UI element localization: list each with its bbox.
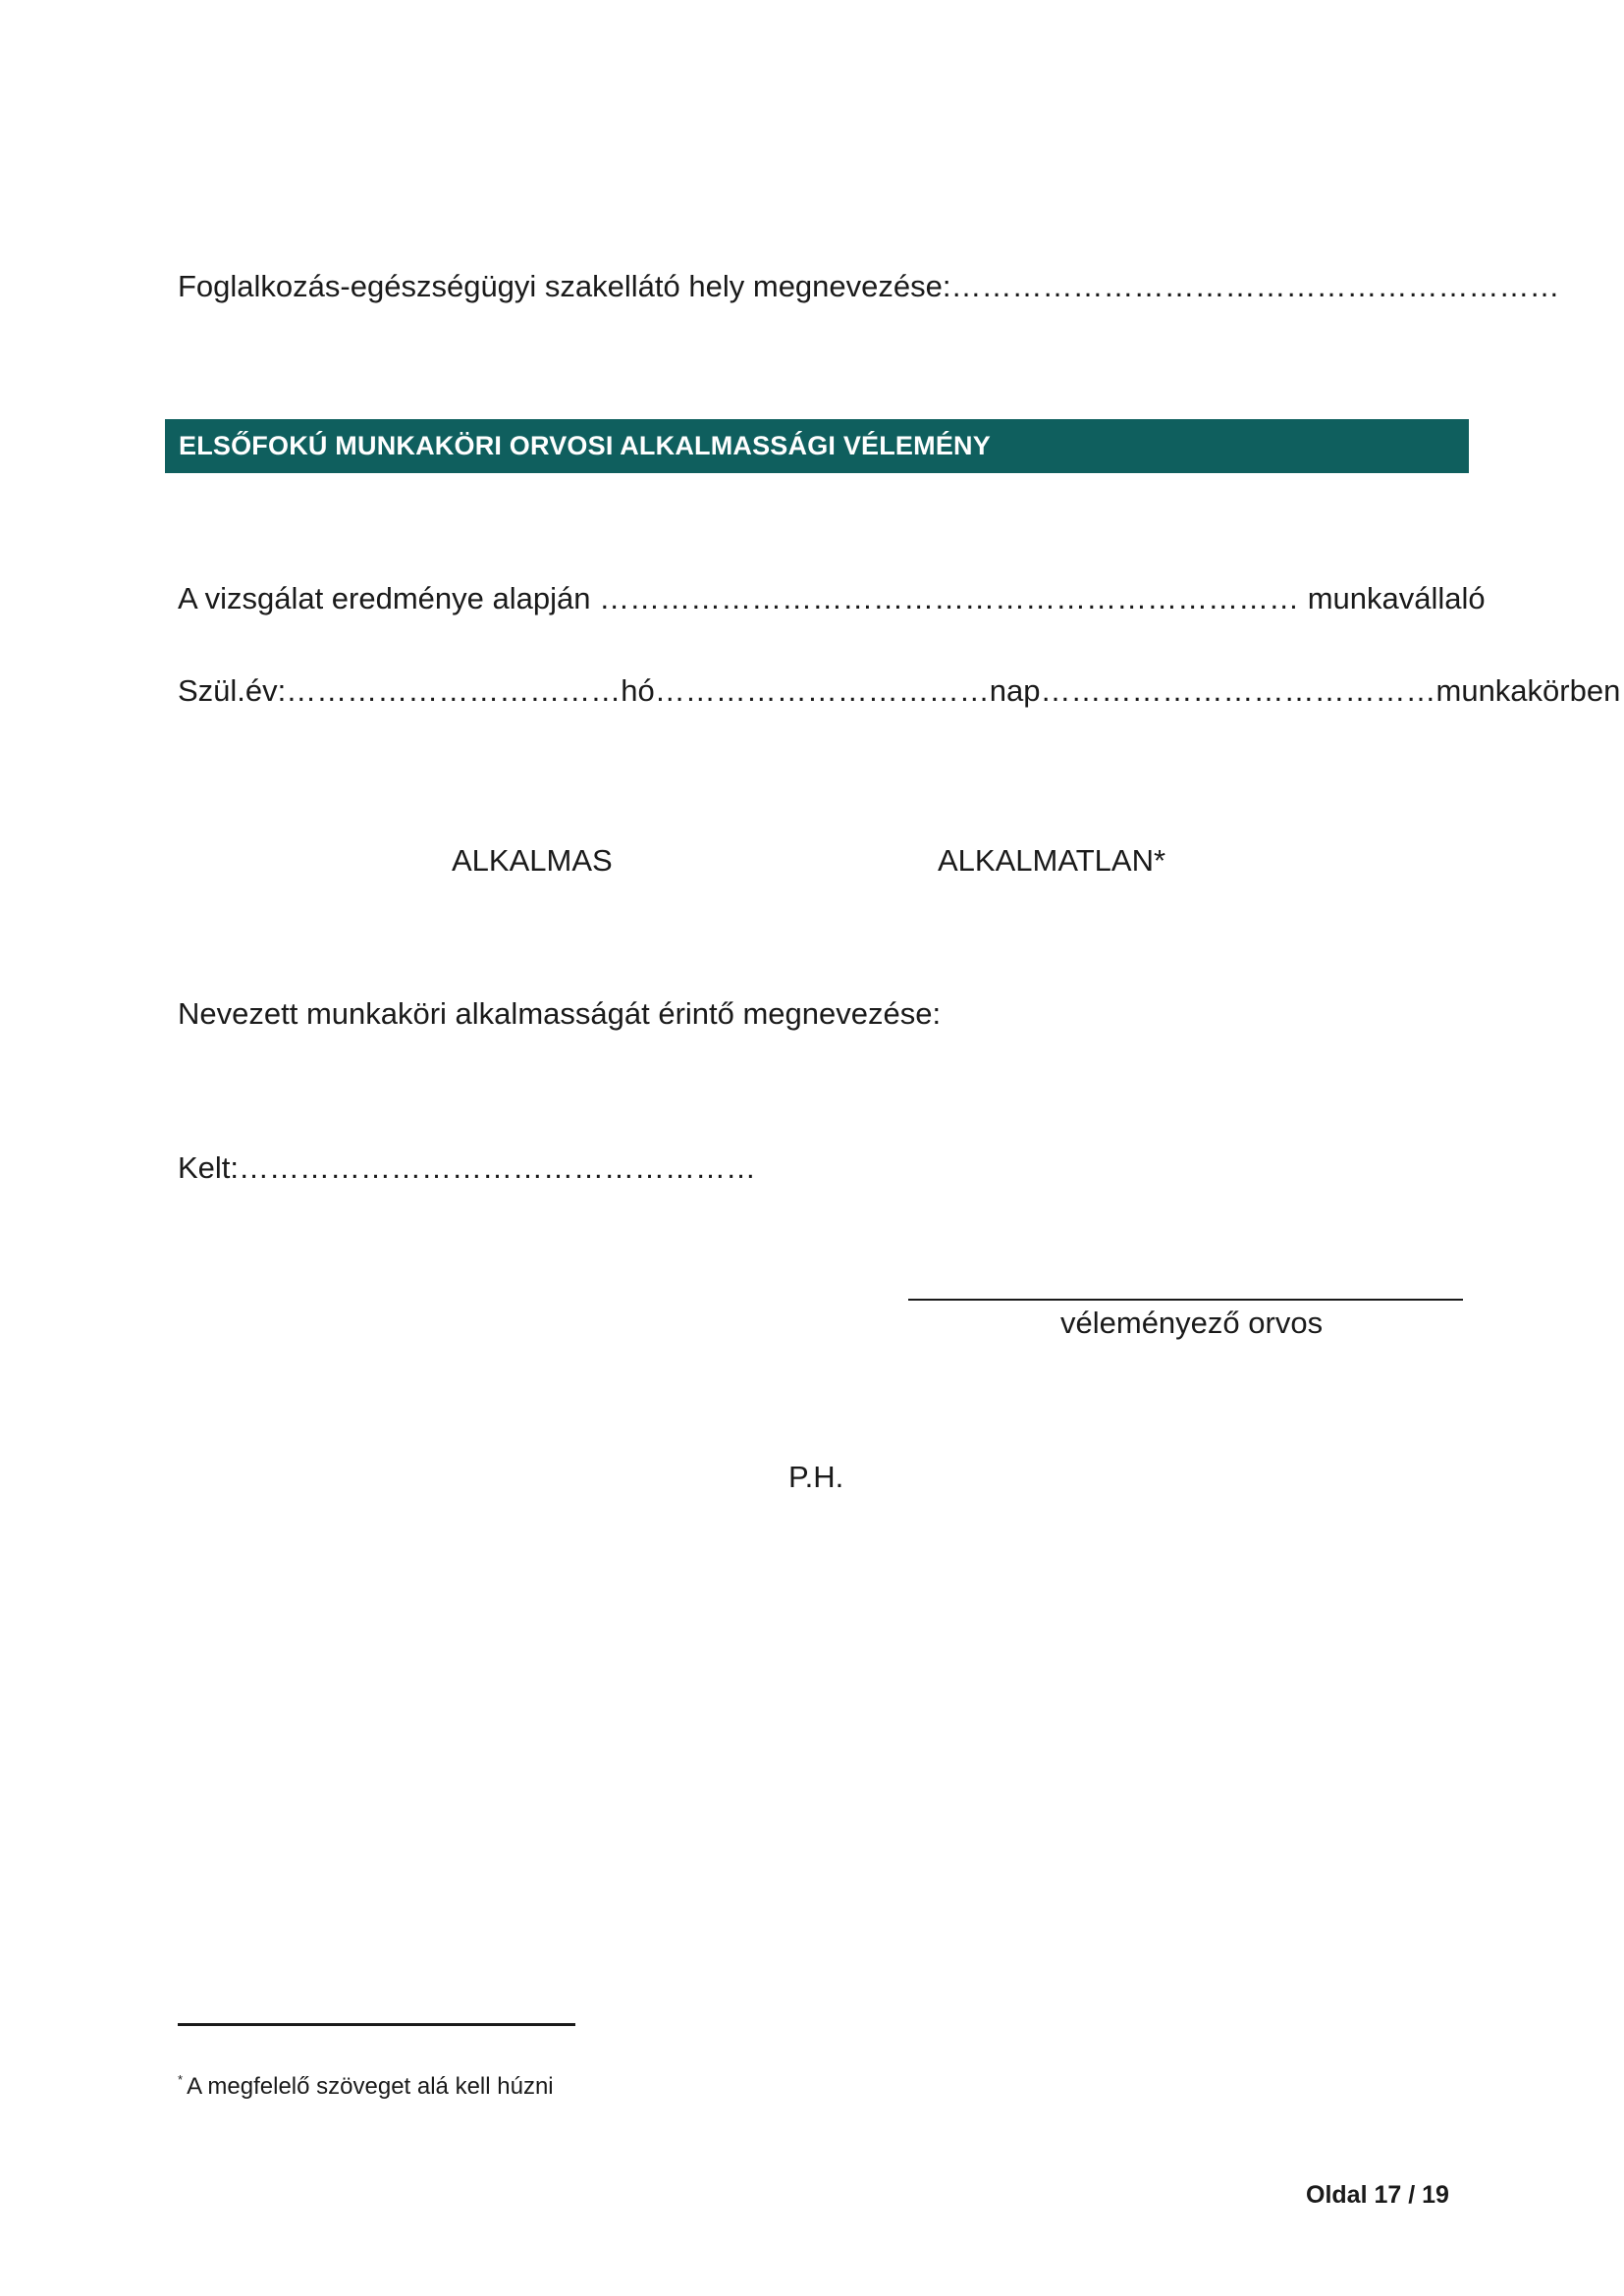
page-number: Oldal 17 / 19 bbox=[1306, 2181, 1449, 2209]
birth-month-blank: …………………………… bbox=[654, 673, 990, 708]
employee-name-blank: …………………………………………………………… bbox=[599, 581, 1300, 615]
section-title-banner bbox=[165, 419, 1469, 473]
footnote-marker: * bbox=[178, 2072, 184, 2087]
signature-line bbox=[908, 1299, 1463, 1301]
section-title: ELSŐFOKÚ MUNKAKÖRI ORVOSI ALKALMASSÁGI VÉLEMÉNY bbox=[179, 431, 991, 460]
provider-blank: …………………………………………………… bbox=[950, 269, 1560, 303]
footnote-text: A megfelelő szöveget alá kell húzni bbox=[187, 2073, 554, 2100]
birth-year-label: Szül.év: bbox=[178, 673, 287, 708]
position-label: munkakörben bbox=[1435, 673, 1621, 708]
birth-date-line bbox=[178, 671, 1620, 711]
birth-day-label: nap bbox=[989, 673, 1041, 708]
concern-label: Nevezett munkaköri alkalmasságát érintő megnevezése: bbox=[178, 996, 942, 1031]
signature-caption: véleményező orvos bbox=[1060, 1306, 1324, 1340]
birth-day-blank: ………………………………… bbox=[1040, 673, 1436, 708]
result-suffix: munkavállaló bbox=[1299, 581, 1486, 615]
date-blank: …………………………………………… bbox=[239, 1150, 757, 1185]
footnote bbox=[178, 2065, 554, 2102]
date-label: Kelt: bbox=[178, 1150, 240, 1185]
footnote-divider bbox=[178, 2023, 575, 2026]
date-field bbox=[178, 1148, 756, 1188]
result-prefix: A vizsgálat eredménye alapján bbox=[178, 581, 600, 615]
option-fit: ALKALMAS bbox=[452, 843, 613, 878]
provider-label: Foglalkozás-egészségügyi szakellátó hely megnevezése: bbox=[178, 269, 951, 303]
exam-result-line bbox=[178, 579, 1486, 618]
birth-year-blank: …………………………… bbox=[286, 673, 622, 708]
birth-month-label: hó bbox=[621, 673, 655, 708]
stamp-placeholder: P.H. bbox=[788, 1460, 844, 1494]
provider-name-field bbox=[178, 267, 1560, 306]
option-unfit: ALKALMATLAN* bbox=[938, 843, 1166, 878]
